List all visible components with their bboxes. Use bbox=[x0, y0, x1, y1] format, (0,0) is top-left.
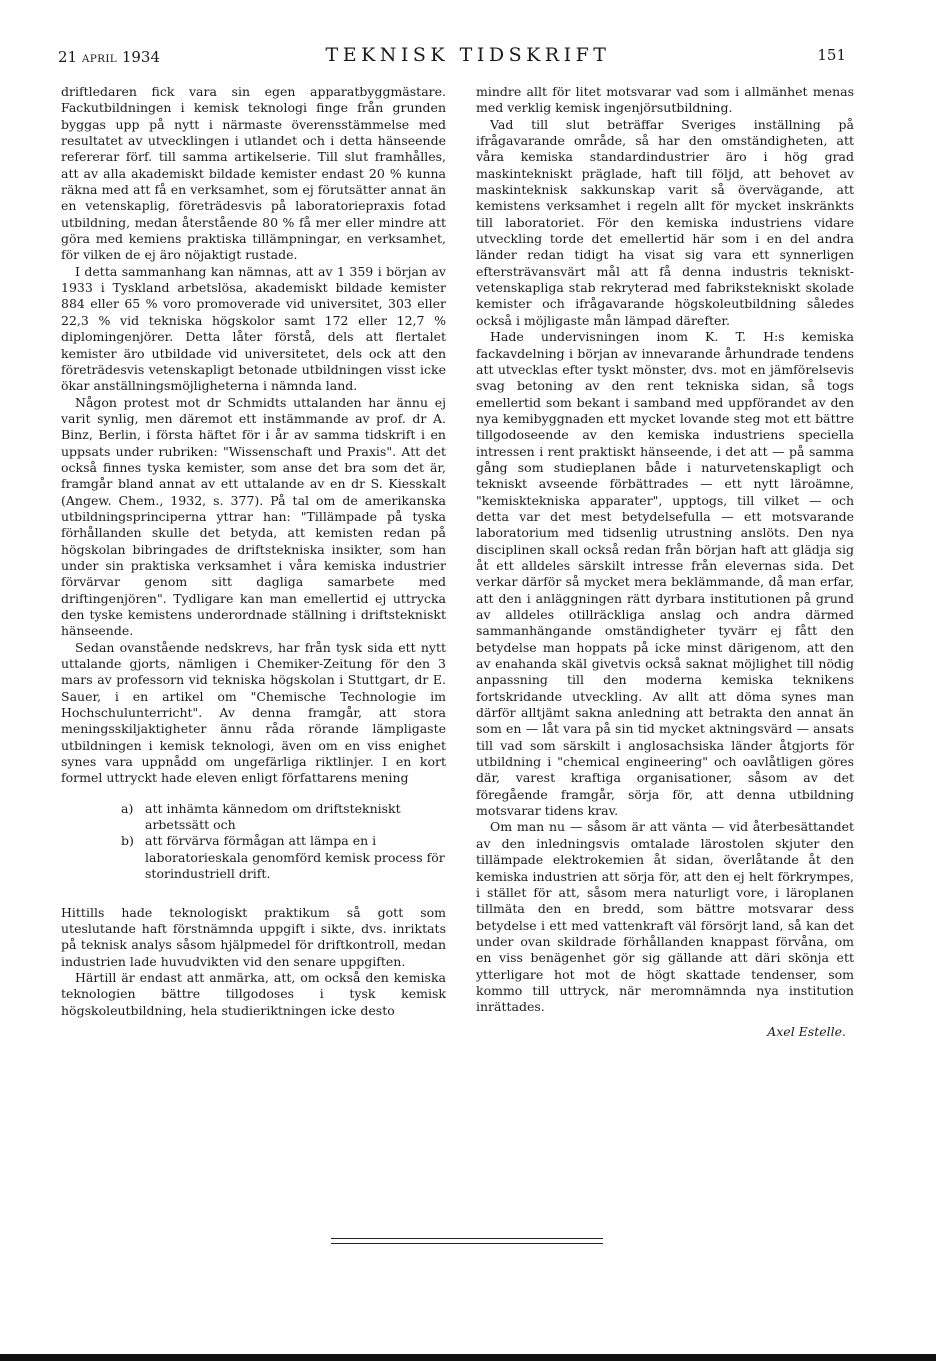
paragraph: Vad till slut beträffar Sveriges inställning på ifrågavarande område, så har den omständigheten, att våra kemiska standardindustrier äro i hög grad maskintekniskt präglade, haft till följd, att behovet av maskinteknisk sakkunskap varit så övervägande, att kemistens verksamhet i regeln allt för mycket inskränkts till laboratoriet. För den kemiska industriens vidare utveckling torde det emellertid här som i en del andra länder redan tidigt ha visat sig vara ett synnerligen eftersträvansvärt mål att få denna industris tekniskt-vetenskapliga stab rekryterad med fabrikstekniskt skolade kemister och ifrågavarande högskoleutbildning således också i möjligaste mån lämpad därefter. bbox=[476, 116, 854, 328]
date-month: APRIL bbox=[81, 53, 118, 65]
paragraph: Hittills hade teknologiskt praktikum så gott som uteslutande haft förstnämnda uppgift i sikte, dvs. inriktats på teknisk analys såsom hjälpmedel för driftkontroll, medan industrien lade huvudvikten vid den senare uppgiften. bbox=[61, 904, 446, 969]
end-rule-bottom bbox=[331, 1243, 603, 1244]
date-day: 21 bbox=[58, 48, 78, 66]
scan-edge-bar bbox=[0, 1354, 936, 1361]
right-column bbox=[476, 84, 854, 1040]
list-text: att inhämta kännedom om driftstekniskt arbetssätt och bbox=[145, 800, 401, 833]
paragraph: mindre allt för litet motsvarar vad som i allmänhet menas med verklig kemisk ingenjörsutbildning. bbox=[476, 84, 854, 116]
list-item bbox=[61, 833, 446, 882]
page-header bbox=[0, 44, 936, 74]
paragraph: Någon protest mot dr Schmidts uttalanden har ännu ej varit synlig, men däremot ett instämmande av prof. dr A. Binz, Berlin, i första häftet för i år av samma tidskrift i en uppsats under rubriken: "Wissenschaft und Praxis". Att det också finnes tyska kemister, som anse det bra som det är, framgår bland annat av ett uttalande av en dr S. Kiesskalt (Angew. Chem., 1932, s. 377). På tal om de amerikanska utbildningsprinciperna yttrar han: "Tillämpade på tyska förhållanden skulle det betyda, att kemisten redan på högskolan bibringades de driftstekniska insikter, som han under sin praktiska verksamhet i våra kemiska industrier förvärvar genom sitt dagliga samarbete med driftingenjören". Tydligare kan man emellertid ej uttrycka den tyske kemistens underordnade ställning i driftstekniskt hänseende. bbox=[61, 394, 446, 639]
list-marker: b) bbox=[121, 833, 134, 849]
list-text: att förvärva förmågan att lämpa en i laboratorieskala genomförd kemisk process för storindustriell drift. bbox=[145, 833, 445, 882]
left-column bbox=[61, 84, 446, 1019]
end-rule-top bbox=[331, 1238, 603, 1239]
paragraph: Om man nu — såsom är att vänta — vid återbesättandet av den inledningsvis omtalade lärostolen skjuter den tillämpade elektrokemien åt sidan, överlåtande åt den kemiska industrien att sörja för, att den ej helt förkrympes, i stället för att, såsom mera naturligt vore, i läroplanen tillmäta den en bredd, som bättre motsvarar dess betydelse i ett med vattenkraft väl försörjt land, så kan det under ovan skildrade förhållanden knappast förvåna, om en viss benägenhet gör sig gällande att däri skönja ett ytterligare hot mot de högt skattade tendenser, som kommo till uttryck, när meromnämnda nya institution inrättades. bbox=[476, 819, 854, 1015]
paragraph: Härtill är endast att anmärka, att, om också den kemiska teknologien bättre tillgodoses i tysk kemisk högskoleutbildning, hela studieriktningen icke desto bbox=[61, 969, 446, 1018]
paragraph: I detta sammanhang kan nämnas, att av 1 359 i början av 1933 i Tyskland arbetslösa, akademiskt bildade kemister 884 eller 65 % voro promoverade vid universitet, 303 eller 22,3 % vid tekniska högskolor samt 172 eller 12,7 % diplomingenjörer. Detta låter förstå, dels att flertalet kemister äro utbildade vid universitetet, dels ock att den företrädesvis vetenskapligt betonade utbildningen visst icke ökar anställningsmöjligheterna i nämnda land. bbox=[61, 263, 446, 394]
author-signature: Axel Estelle. bbox=[767, 1023, 846, 1039]
criteria-list bbox=[61, 801, 446, 883]
list-item bbox=[61, 801, 446, 834]
page-number: 151 bbox=[817, 46, 846, 64]
list-marker: a) bbox=[121, 800, 134, 816]
journal-title: TEKNISK TIDSKRIFT bbox=[325, 44, 611, 66]
paragraph: driftledaren fick vara sin egen apparatbyggmästare. Fackutbildningen i kemisk teknologi finge från grunden byggas upp på nytt i närmaste överensstämmelse med resultatet av utvecklingen i utlandet och i detta hänseende refererar förf. till samma artikelserie. Till slut framhålles, att av alla akademiskt bildade kemister endast 20 % kunna räkna med att få en verksamhet, som ej förutsätter annat än en vetenskaplig, företrädesvis på laboratoriepraxis fotad utbildning, medan återstående 80 % få mer eller mindre att göra med kemiens praktiska tillämpningar, en verksamhet, för vilken de ej äro nöjaktigt rustade. bbox=[61, 84, 446, 263]
paragraph: Hade undervisningen inom K. T. H:s kemiska fackavdelning i början av innevarande århundrade tendens att utvecklas efter tyskt mönster, dvs. mot en jämförelsevis svag betoning av den rent tekniska sidan, så togs emellertid som bekant i samband med uppförandet av den nya kemibyggnaden ett mycket lovande steg mot ett bättre tillgodoseende av den kemiska industriens speciella intressen i rent praktiskt hänseende, i det att — på samma gång som studieplanen både i naturvetenskapligt och tekniskt avseende förbättrades — ett nytt läroämne, "kemisktekniska apparater", upptogs, till vilket — och detta var det mest betydelsefulla — ett motsvarande laboratorium med tidsenlig utrustning anslöts. Den nya disciplinen skall också redan från början haft att glädja sig åt ett alldeles särskilt intresse från elevernas sida. Det verkar därför så mycket mera beklämmande, då man erfar, att den i anläggningen rätt dyrbara institutionen på grund av alldeles otillräckliga anslag och andra därmed sammanhängande omständigheter tyvärr ej fått den betydelse man hoppats på icke minst därigenom, att den av enahanda skäl givetvis också saknat möjlighet till nödig anpassning till den moderna kemiska teknikens fortskridande utveckling. Av allt att döma synes man därför alltjämt sakna anledning att betrakta den annat än som en — låt vara på sin tid mycket aktningsvärd — ansats till vad som särskilt i anglosachsiska länder åtgjorts för utbildning i "chemical engineering" och oavlåtligen göres där, varest kraftiga organisationer, såsom av det föregående framgår, sörja för, att denna utbildning motsvarar tidens krav. bbox=[476, 329, 854, 819]
date-year: 1934 bbox=[121, 48, 161, 66]
paragraph: Sedan ovanstående nedskrevs, har från tysk sida ett nytt uttalande gjorts, nämligen i Chemiker-Zeitung för den 3 mars av professorn vid tekniska högskolan i Stuttgart, dr E. Sauer, i en artikel om "Chemische Technologie im Hochschulunterricht". Av denna framgår, att stora meningsskiljaktigheter ännu råda rörande lämpligaste utbildningen i kemisk teknologi, även om en viss enighet synes vara uppnådd om ungefärliga riktlinjer. I en kort formel uttryckt hade eleven enligt författarens mening bbox=[61, 639, 446, 786]
